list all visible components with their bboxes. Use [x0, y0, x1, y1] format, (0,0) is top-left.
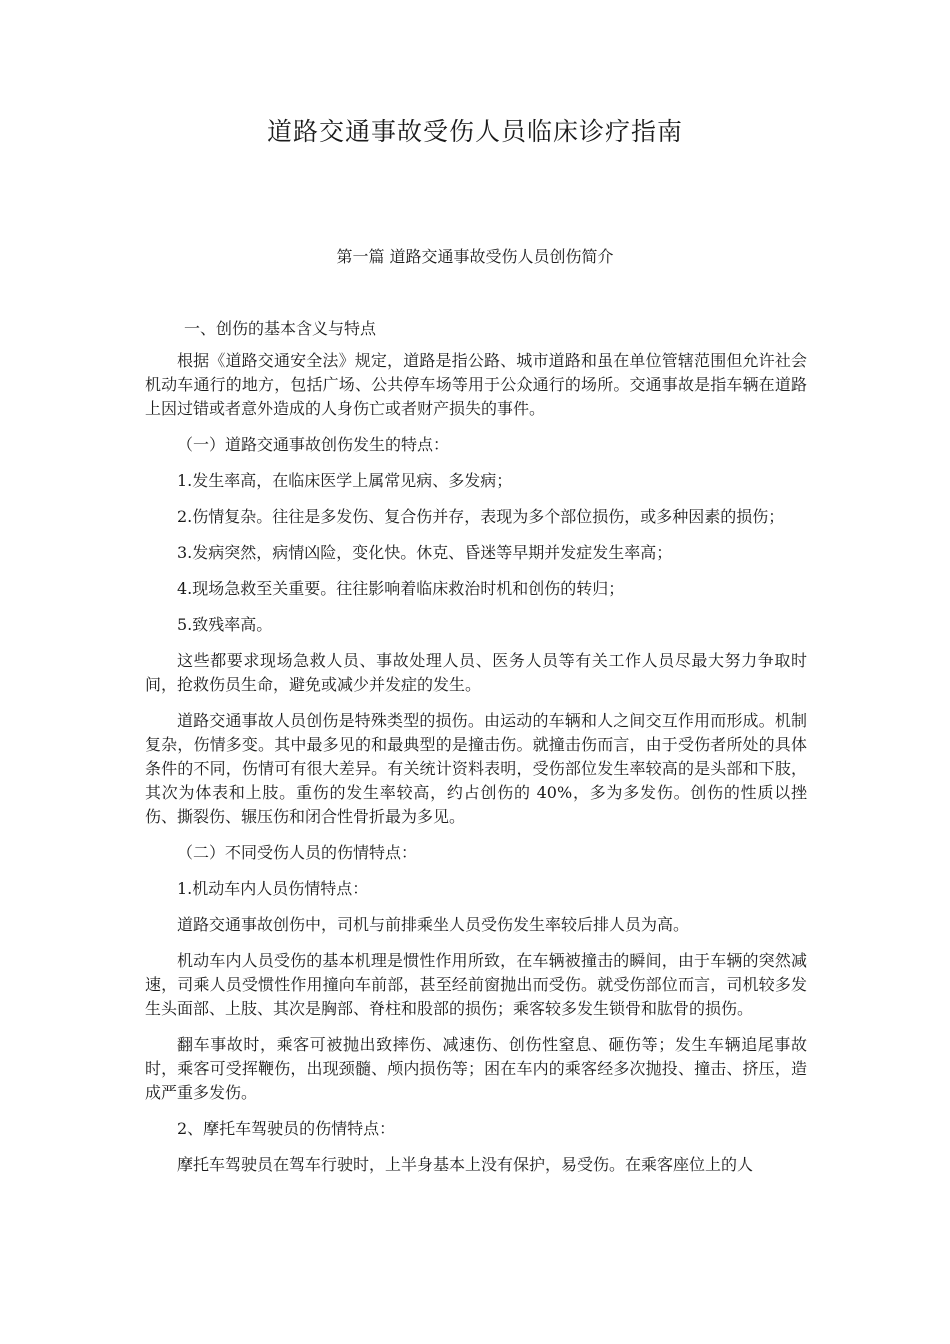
subsection-heading: （二）不同受伤人员的伤情特点： — [177, 843, 418, 862]
subsection-heading: （一）道路交通事故创伤发生的特点： — [177, 435, 450, 454]
paragraph: 道路交通事故人员创伤是特殊类型的损伤。由运动的车辆和人之间交互作用而形成。机制复杂，伤情多变。其中最多见的和最典型的是撞击伤。就撞击伤而言，由于受伤者所处的具体条件的不同，伤情可有很大差异。有关统计资料表明，受伤部位发生率较高的是头部和下肢，其次为体表和上肢。重伤的发生率较高，约占创伤的 40%，多为多发伤。创伤的性质以挫伤、撕裂伤、辗压伤和闭合性骨折最为多见。 — [145, 711, 807, 826]
body-text — [145, 349, 807, 1189]
list-item: 5.致残率高。 — [177, 615, 273, 634]
list-item: 4.现场急救至关重要。往往影响着临床救治时机和创伤的转归； — [177, 579, 625, 598]
list-item: 2.伤情复杂。往往是多发伤、复合伤并存，表现为多个部位损伤，或多种因素的损伤； — [177, 507, 785, 526]
chapter-title: 第一篇 道路交通事故受伤人员创伤简介 — [336, 247, 614, 266]
document-title: 道路交通事故受伤人员临床诊疗指南 — [266, 117, 683, 146]
paragraph: 机动车内人员受伤的基本机理是惯性作用所致，在车辆被撞击的瞬间，由于车辆的突然减速，司乘人员受惯性作用撞向车前部，甚至经前窗抛出而受伤。就受伤部位而言，司机较多发生头面部、上肢、其次是胸部、脊柱和股部的损伤；乘客较多发生锁骨和肱骨的损伤。 — [145, 951, 807, 1018]
paragraph: 翻车事故时，乘客可被抛出致摔伤、减速伤、创伤性窒息、砸伤等；发生车辆追尾事故时，乘客可受挥鞭伤，出现颈髓、颅内损伤等；困在车内的乘客经多次抛投、撞击、挤压，造成严重多发伤。 — [145, 1035, 807, 1102]
paragraph: 摩托车驾驶员在驾车行驶时，上半身基本上没有保护，易受伤。在乘客座位上的人 — [177, 1155, 754, 1174]
paragraph: 道路交通事故创伤中，司机与前排乘坐人员受伤发生率较后排人员为高。 — [177, 915, 690, 934]
section-heading: 一、创伤的基本含义与特点 — [184, 319, 377, 338]
list-item: 2、摩托车驾驶员的伤情特点： — [177, 1119, 396, 1138]
paragraph: 根据《道路交通安全法》规定，道路是指公路、城市道路和虽在单位管辖范围但允许社会机动车通行的地方，包括广场、公共停车场等用于公众通行的场所。交通事故是指车辆在道路上因过错或者意外造成的人身伤亡或者财产损失的事件。 — [145, 351, 807, 418]
list-item: 1.机动车内人员伤情特点： — [177, 879, 369, 898]
list-item: 3.发病突然，病情凶险，变化快。休克、昏迷等早期并发症发生率高； — [177, 543, 673, 562]
list-item: 1.发生率高，在临床医学上属常见病、多发病； — [177, 471, 513, 490]
paragraph: 这些都要求现场急救人员、事故处理人员、医务人员等有关工作人员尽最大努力争取时间，抢救伤员生命，避免或减少并发症的发生。 — [145, 651, 807, 694]
